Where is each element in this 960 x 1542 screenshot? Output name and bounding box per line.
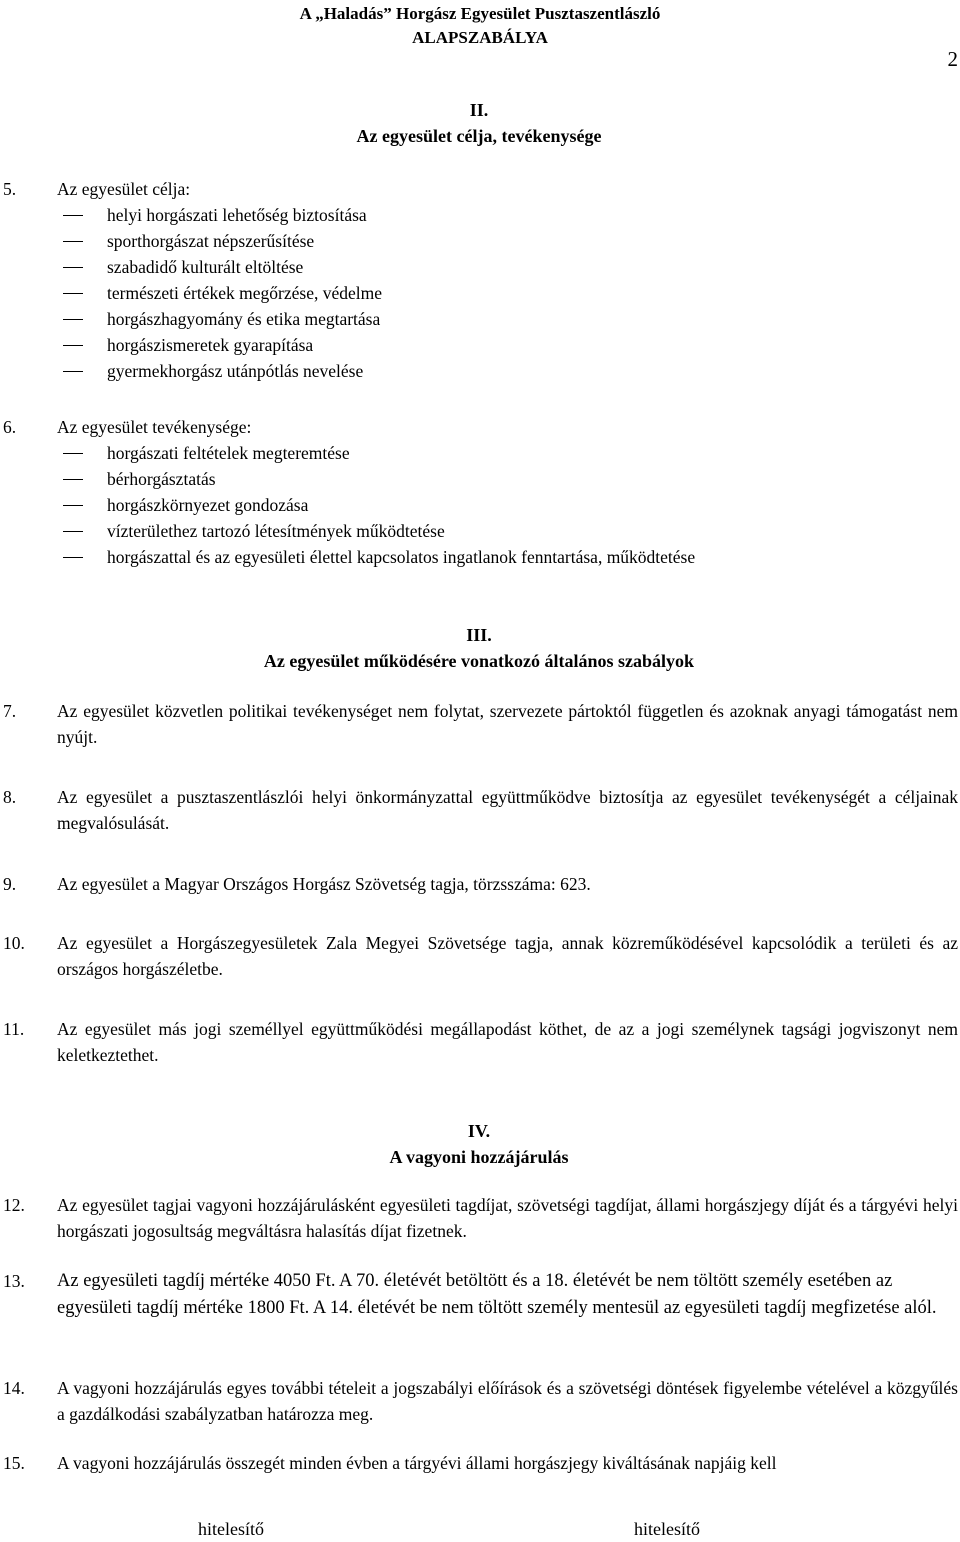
section-iii-roman: III. (466, 625, 492, 645)
paragraph-14 (3, 1375, 958, 1427)
list-item: horgászattal és az egyesületi élettel kapcsolatos ingatlanok fenntartása, működtetése (3, 544, 957, 570)
paragraph-text: Az egyesület a pusztaszentlászlói helyi önkormányzattal együttműködve biztosítja az egyesület tevékenységét a céljainak megvalósulását. (57, 787, 958, 833)
signature-label-right: hitelesítő (634, 1519, 700, 1539)
list-item: horgászati feltételek megteremtése (3, 440, 957, 466)
list-item: horgászhagyomány és etika megtartása (3, 306, 957, 332)
paragraph-text: Az egyesület más jogi személlyel együttműködési megállapodást köthet, de az a jogi személynek tagsági jogviszonyt nem keletkeztethet. (57, 1019, 958, 1065)
section-ii-title: Az egyesület célja, tevékenysége (356, 126, 602, 146)
paragraph-number: 7. (3, 701, 17, 721)
section-iii-heading (0, 622, 958, 674)
section-iii-title: Az egyesület működésére vonatkozó általános szabályok (263, 651, 695, 671)
list-item: bérhorgásztatás (3, 466, 957, 492)
item-6 (3, 414, 957, 570)
paragraph-number: 13. (3, 1271, 25, 1291)
section-ii-roman: II. (469, 100, 489, 120)
paragraph-text: A vagyoni hozzájárulás összegét minden évben a tárgyévi állami horgászjegy kiváltásának napjáig kell (57, 1453, 777, 1473)
paragraph-number: 12. (3, 1195, 25, 1215)
list-item: horgászkörnyezet gondozása (3, 492, 957, 518)
paragraph-11 (3, 1016, 958, 1068)
list-item: természeti értékek megőrzése, védelme (3, 280, 957, 306)
item-5-number: 5. (3, 179, 17, 199)
paragraph-number: 14. (3, 1378, 25, 1398)
section-ii-heading (0, 97, 958, 149)
paragraph-number: 11. (3, 1019, 25, 1039)
list-item: gyermekhorgász utánpótlás nevelése (3, 358, 957, 384)
paragraph-text: Az egyesület a Horgászegyesületek Zala Megyei Szövetsége tagja, annak közreműködésével kapcsolódik a területi és az országos horgászéletbe. (57, 933, 958, 979)
paragraph-13 (3, 1268, 958, 1322)
page-number: 2 (947, 47, 958, 71)
list-item: szabadidő kulturált eltöltése (3, 254, 957, 280)
list-item: vízterülethez tartozó létesítmények működtetése (3, 518, 957, 544)
paragraph-15 (3, 1450, 958, 1476)
item-5-intro: Az egyesület célja: (57, 179, 191, 199)
list-item: helyi horgászati lehetőség biztosítása (3, 202, 957, 228)
section-iv-title: A vagyoni hozzájárulás (389, 1147, 569, 1167)
paragraph-8 (3, 784, 958, 836)
list-item: horgászismeretek gyarapítása (3, 332, 957, 358)
paragraph-text: Az egyesület a Magyar Országos Horgász Szövetség tagja, törzsszáma: 623. (57, 874, 591, 894)
paragraph-9 (3, 871, 958, 897)
header-title: A „Haladás” Horgász Egyesület Pusztaszentlászló (299, 4, 661, 23)
paragraph-10 (3, 930, 958, 982)
paragraph-number: 15. (3, 1453, 25, 1473)
item-5-bullet-list (3, 202, 957, 384)
paragraph-number: 8. (3, 787, 17, 807)
list-item: sporthorgászat népszerűsítése (3, 228, 957, 254)
item-6-number: 6. (3, 417, 17, 437)
paragraph-7 (3, 698, 958, 750)
section-iv-roman: IV. (467, 1121, 491, 1141)
document-header (150, 2, 810, 50)
item-6-intro: Az egyesület tevékenysége: (57, 417, 252, 437)
section-iv-heading (0, 1118, 958, 1170)
paragraph-text: A vagyoni hozzájárulás egyes további tételeit a jogszabályi előírások és a szövetségi döntések figyelembe vételével a közgyűlés a gazdálkodási szabályzatban határozza meg. (57, 1378, 958, 1424)
paragraph-text: Az egyesület közvetlen politikai tevékenységet nem folytat, szervezete pártoktól független és azoknak anyagi támogatást nem nyújt. (57, 701, 958, 747)
paragraph-text: Az egyesület tagjai vagyoni hozzájárulásként egyesületi tagdíjat, szövetségi tagdíjat, állami horgászjegy díját és a tárgyévi helyi horgászati jogosultság megváltásra halasítás díjat fizetnek. (57, 1195, 958, 1241)
item-6-bullet-list (3, 440, 957, 570)
paragraph-text: Az egyesületi tagdíj mértéke 4050 Ft. A 70. életévét betöltött és a 18. életévét be nem töltött személy esetében az egyesületi tagdíj mértéke 1800 Ft. A 14. életévét be nem töltött személy mentesül az egyesületi tagdíj megfizetése alól. (57, 1271, 937, 1318)
paragraph-12 (3, 1192, 958, 1244)
paragraph-number: 9. (3, 874, 17, 894)
paragraph-number: 10. (3, 933, 25, 953)
header-subtitle: ALAPSZABÁLYA (412, 28, 548, 47)
item-5 (3, 176, 957, 384)
signature-label-left: hitelesítő (198, 1519, 264, 1539)
